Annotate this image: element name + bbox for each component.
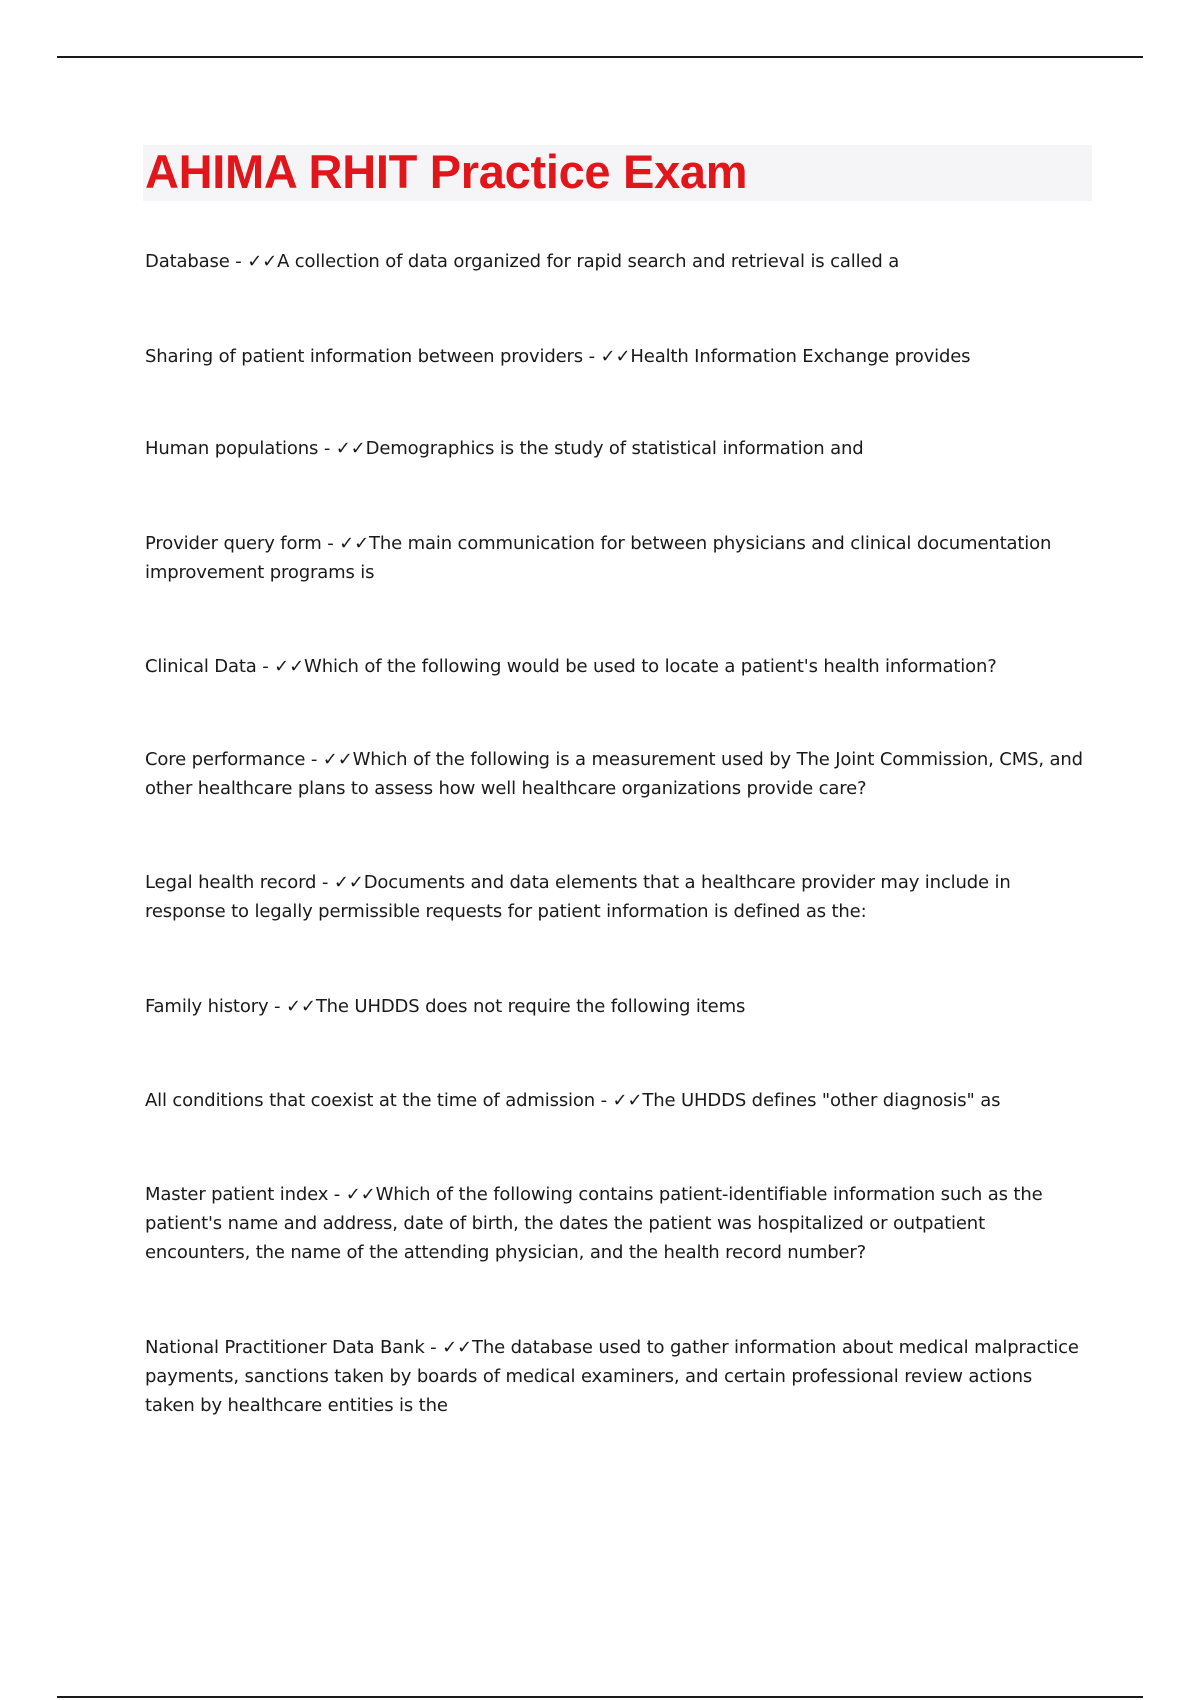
page-title: AHIMA RHIT Practice Exam [145, 145, 748, 198]
qa-entry-11 [145, 1333, 1085, 1420]
entry-separator: - [229, 251, 248, 272]
qa-entry-3 [145, 434, 1085, 463]
entry-term: Database [145, 251, 230, 272]
qa-entry-7 [145, 868, 1085, 926]
bottom-rule [57, 1696, 1143, 1698]
entry-question: Which of the following is a measurement used by The Joint Commission, CMS, and other healthcare plans to assess how well healthcare organizations provide care? [145, 749, 1083, 799]
entry-question: Which of the following would be used to locate a patient's health information? [304, 656, 997, 677]
double-check-icon: ✓✓ [442, 1337, 472, 1358]
entry-question: The main communication for between physicians and clinical documentation improvement programs is [145, 533, 1052, 583]
entry-term: Clinical Data [145, 656, 257, 677]
top-rule [57, 56, 1143, 58]
double-check-icon: ✓✓ [274, 656, 305, 677]
qa-entry-1 [145, 247, 1085, 276]
qa-entry-10 [145, 1180, 1085, 1267]
double-check-icon: ✓✓ [600, 346, 631, 367]
entry-term: Legal health record [145, 872, 317, 893]
double-check-icon: ✓✓ [335, 438, 366, 459]
double-check-icon: ✓✓ [285, 996, 316, 1017]
double-check-icon: ✓✓ [247, 251, 278, 272]
entry-separator: - [256, 656, 275, 677]
qa-entry-8 [145, 992, 1085, 1021]
entry-separator: - [595, 1090, 613, 1111]
double-check-icon: ✓✓ [612, 1090, 643, 1111]
entry-separator: - [318, 438, 336, 459]
qa-entry-5 [145, 652, 1085, 681]
double-check-icon: ✓✓ [322, 749, 353, 770]
entry-term: Provider query form [145, 533, 322, 554]
entry-question: A collection of data organized for rapid search and retrieval is called a [277, 251, 900, 272]
double-check-icon: ✓✓ [339, 533, 370, 554]
entry-question: Health Information Exchange provides [630, 346, 971, 367]
qa-entry-2 [145, 342, 1085, 371]
entry-question: The UHDDS does not require the following items [315, 996, 746, 1017]
entry-separator: - [424, 1337, 443, 1358]
entry-question: The UHDDS defines "other diagnosis" as [642, 1090, 1001, 1111]
double-check-icon: ✓✓ [345, 1184, 376, 1205]
entry-term: Sharing of patient information between providers [145, 346, 584, 367]
double-check-icon: ✓✓ [333, 872, 364, 893]
entry-separator: - [328, 1184, 346, 1205]
entry-term: Master patient index [145, 1184, 329, 1205]
entry-separator: - [321, 533, 340, 554]
entry-separator: - [583, 346, 601, 367]
entry-term: Human populations [145, 438, 319, 459]
entry-separator: - [305, 749, 323, 770]
qa-entry-6 [145, 745, 1085, 803]
entry-question: Documents and data elements that a healthcare provider may include in response to legally permissible requests for patient information is defined as the: [145, 872, 1011, 922]
entry-question: Demographics is the study of statistical information and [365, 438, 864, 459]
entry-question: Which of the following contains patient-identifiable information such as the patient's name and address, date of birth, the dates the patient was hospitalized or outpatient encounters, the name of the attending physician, and the health record number? [145, 1184, 1043, 1263]
qa-entry-4 [145, 529, 1085, 587]
qa-entry-9 [145, 1086, 1085, 1115]
entry-separator: - [316, 872, 334, 893]
entry-term: National Practitioner Data Bank [145, 1337, 425, 1358]
entry-term: All conditions that coexist at the time of admission [145, 1090, 596, 1111]
entry-separator: - [268, 996, 286, 1017]
entry-term: Core performance [145, 749, 306, 770]
entry-question: The database used to gather information about medical malpractice payments, sanctions taken by boards of medical examiners, and certain professional review actions taken by healthcare entities is the [145, 1337, 1079, 1416]
entry-term: Family history [145, 996, 269, 1017]
